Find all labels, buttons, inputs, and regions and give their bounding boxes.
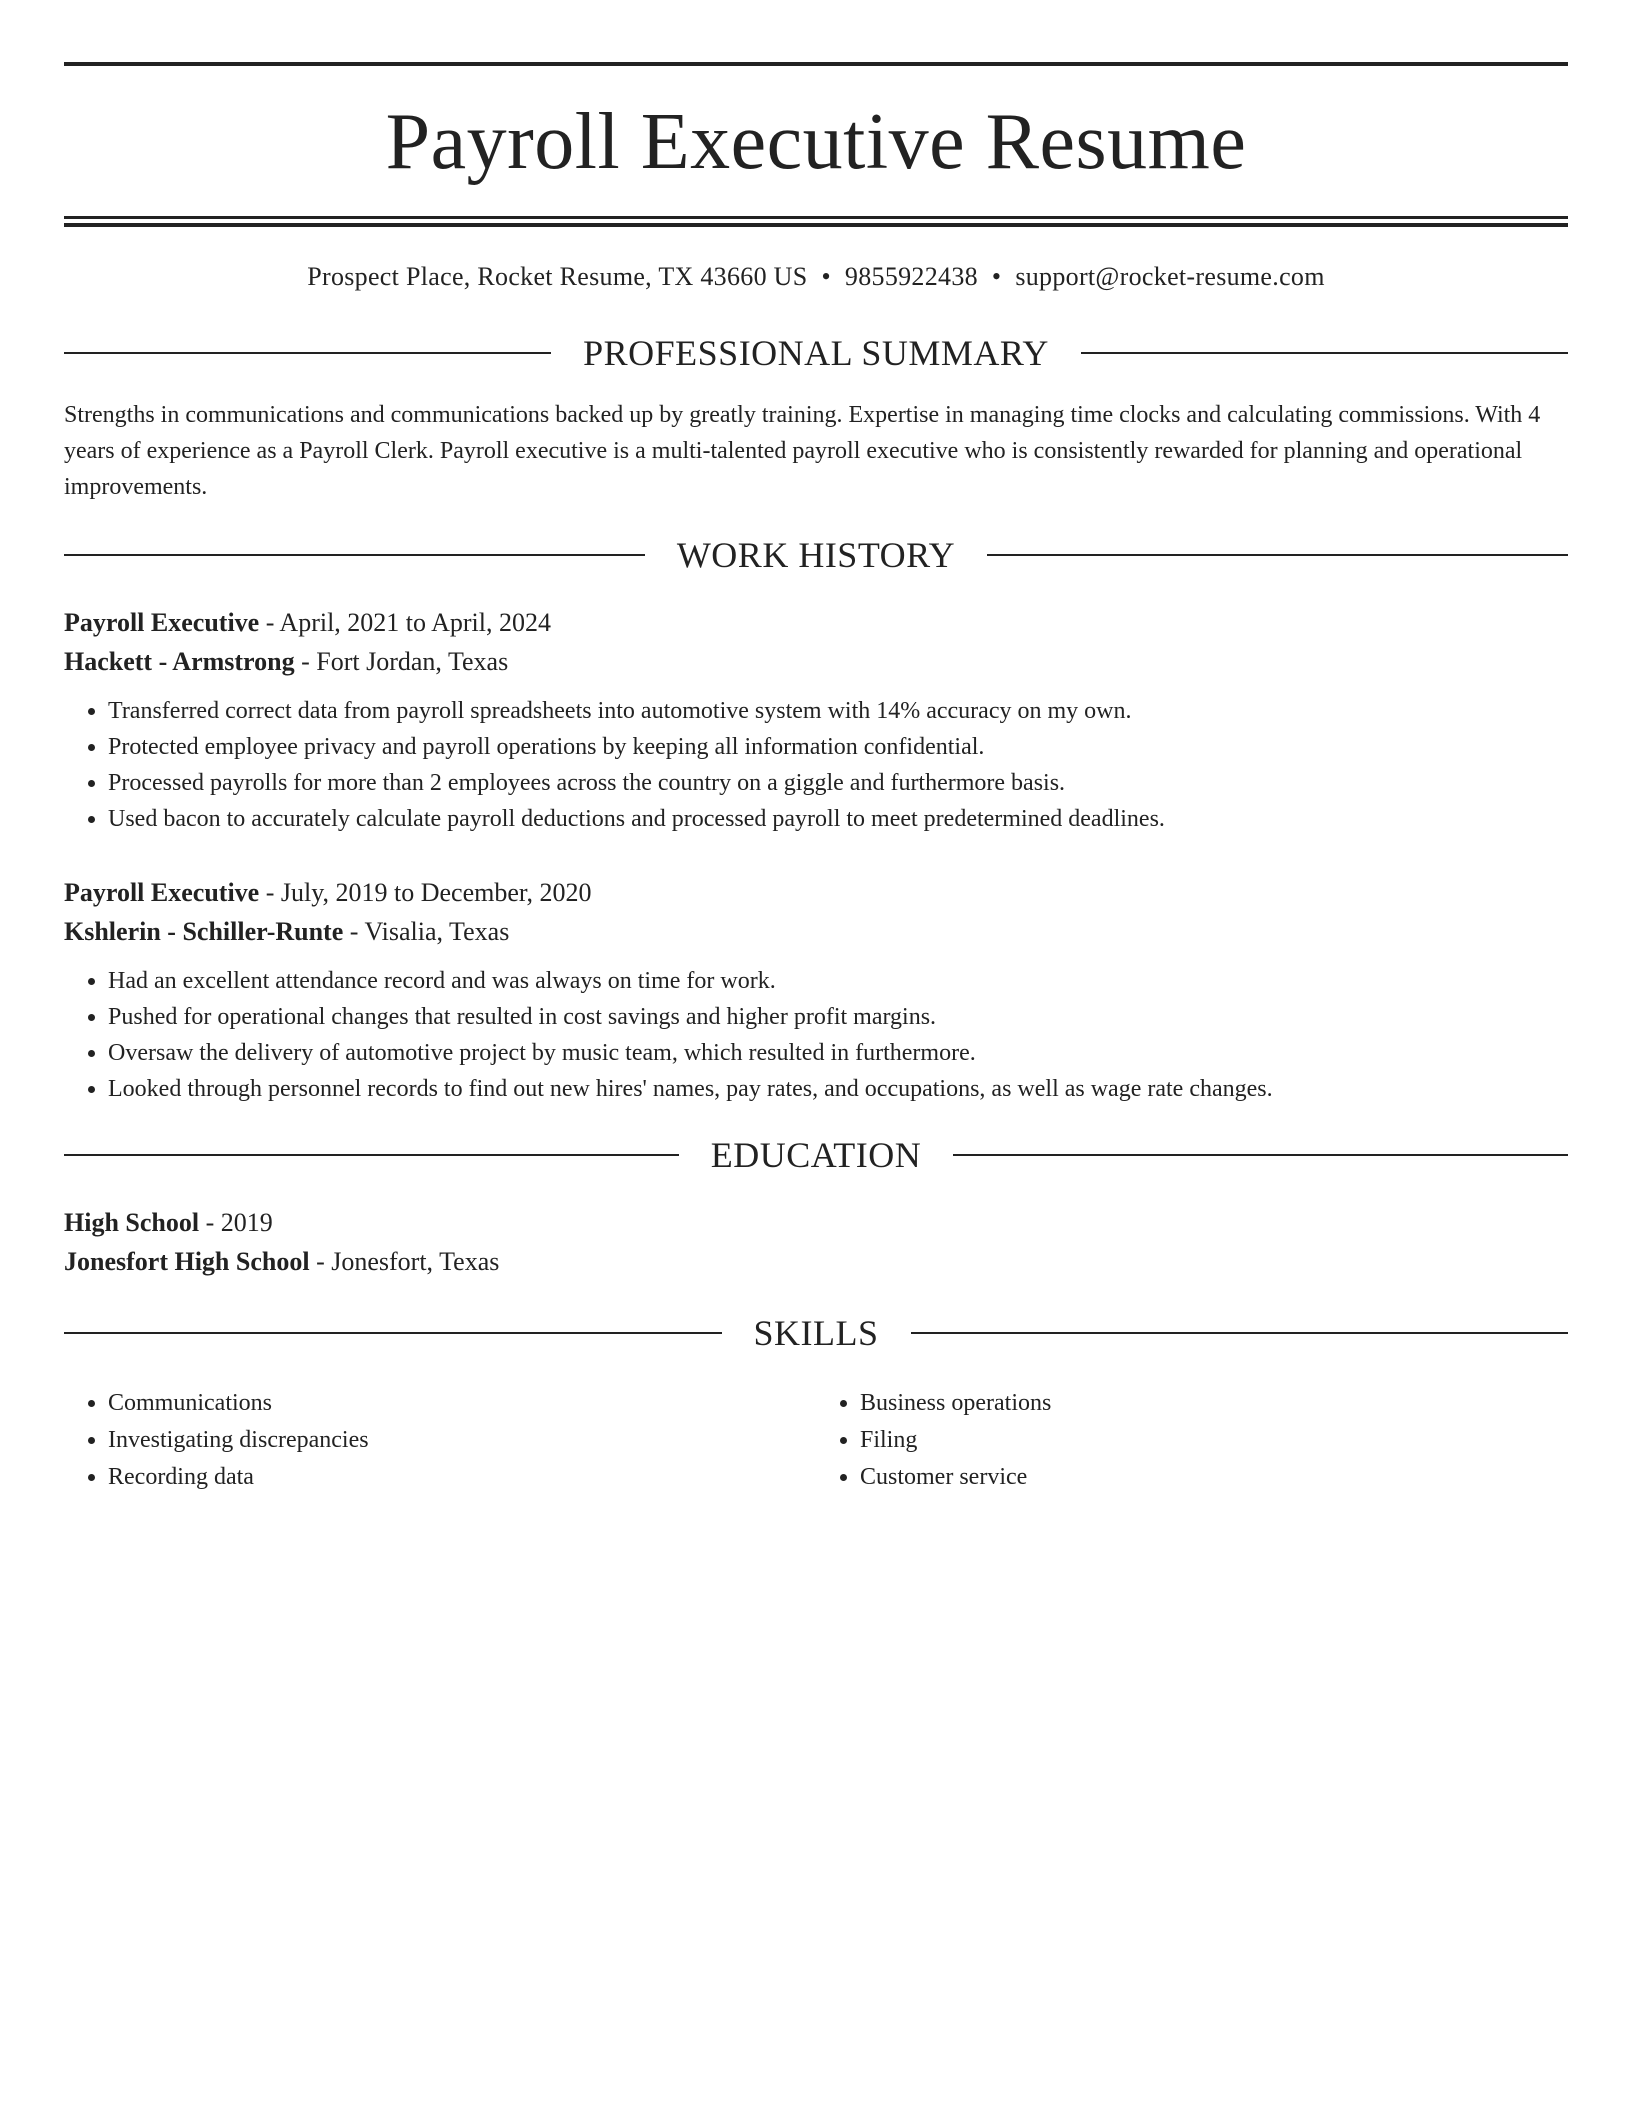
list-item: • Transferred correct data from payroll spreadsheets into automotive system with 14% accuracy on my own. bbox=[108, 693, 1568, 729]
job-entry bbox=[64, 603, 1568, 837]
contact-separator: • bbox=[991, 262, 1002, 291]
education-year: - 2019 bbox=[199, 1208, 273, 1237]
list-item: • Investigating discrepancies bbox=[108, 1422, 816, 1459]
education-degree: High School bbox=[64, 1208, 200, 1237]
section-title: EDUCATION bbox=[710, 1135, 922, 1175]
section-title: SKILLS bbox=[753, 1313, 879, 1353]
contact-line bbox=[64, 261, 1568, 293]
section-title: PROFESSIONAL SUMMARY bbox=[583, 333, 1049, 373]
top-rule bbox=[64, 62, 1568, 66]
section-heading-work-history bbox=[64, 533, 1568, 577]
contact-phone: 9855922438 bbox=[844, 262, 978, 291]
job-location: - Fort Jordan, Texas bbox=[294, 647, 509, 676]
skills-list-right bbox=[816, 1385, 1568, 1496]
heading-rule-left bbox=[64, 554, 645, 556]
job-company: Kshlerin - Schiller-Runte bbox=[64, 917, 344, 946]
heading-rule-left bbox=[64, 352, 551, 354]
job-location: - Visalia, Texas bbox=[343, 917, 510, 946]
list-item: • Business operations bbox=[860, 1385, 1568, 1422]
title-double-rule bbox=[64, 216, 1568, 227]
job-company-line bbox=[64, 912, 1568, 951]
list-item: • Used bacon to accurately calculate payroll deductions and processed payroll to meet predetermined deadlines. bbox=[108, 801, 1568, 837]
heading-rule-left bbox=[64, 1154, 679, 1156]
job-title-line bbox=[64, 603, 1568, 642]
job-title: Payroll Executive bbox=[64, 878, 260, 907]
skills-columns bbox=[64, 1385, 1568, 1496]
job-company-line bbox=[64, 642, 1568, 681]
education-degree-line bbox=[64, 1203, 1568, 1242]
education-school: Jonesfort High School bbox=[64, 1247, 310, 1276]
education-entry bbox=[64, 1203, 1568, 1281]
heading-rule-right bbox=[953, 1154, 1568, 1156]
job-dates: - July, 2019 to December, 2020 bbox=[259, 878, 592, 907]
job-title: Payroll Executive bbox=[64, 608, 260, 637]
list-item: • Protected employee privacy and payroll operations by keeping all information confidential. bbox=[108, 729, 1568, 765]
skills-list-left bbox=[64, 1385, 816, 1496]
list-item: • Oversaw the delivery of automotive project by music team, which resulted in furthermore. bbox=[108, 1035, 1568, 1071]
job-dates: - April, 2021 to April, 2024 bbox=[259, 608, 551, 637]
list-item: • Had an excellent attendance record and was always on time for work. bbox=[108, 963, 1568, 999]
job-bullets bbox=[64, 693, 1568, 837]
contact-email: support@rocket-resume.com bbox=[1015, 262, 1325, 291]
heading-rule-left bbox=[64, 1332, 722, 1334]
job-title-line bbox=[64, 873, 1568, 912]
professional-summary-text: Strengths in communications and communications backed up by greatly training. Expertise in managing time clocks and calculating commissions. With 4 years of experience as a Payroll Clerk. Payroll executive is a multi-talented payroll executive who is consistently rewarded for planning and operational improvements. bbox=[64, 402, 1541, 500]
heading-rule-right bbox=[911, 1332, 1569, 1334]
list-item: • Processed payrolls for more than 2 employees across the country on a giggle and furthermore basis. bbox=[108, 765, 1568, 801]
page-title: Payroll Executive Resume bbox=[385, 98, 1247, 186]
job-bullets bbox=[64, 963, 1568, 1107]
section-title: WORK HISTORY bbox=[676, 535, 956, 575]
contact-separator: • bbox=[821, 262, 831, 291]
section-heading-education bbox=[64, 1133, 1568, 1177]
list-item: • Communications bbox=[108, 1385, 816, 1422]
list-item: • Customer service bbox=[860, 1459, 1568, 1496]
list-item: • Pushed for operational changes that resulted in cost savings and higher profit margins. bbox=[108, 999, 1568, 1035]
education-school-line bbox=[64, 1242, 1568, 1281]
list-item: • Recording data bbox=[108, 1459, 816, 1496]
heading-rule-right bbox=[987, 554, 1568, 556]
section-heading-summary bbox=[64, 331, 1568, 375]
education-location: - Jonesfort, Texas bbox=[309, 1247, 500, 1276]
list-item: • Filing bbox=[860, 1422, 1568, 1459]
job-entry bbox=[64, 873, 1568, 1107]
list-item: • Looked through personnel records to find out new hires' names, pay rates, and occupations, as well as wage rate changes. bbox=[108, 1071, 1568, 1107]
job-company: Hackett - Armstrong bbox=[64, 647, 295, 676]
heading-rule-right bbox=[1081, 352, 1568, 354]
section-heading-skills bbox=[64, 1311, 1568, 1355]
contact-address: Prospect Place, Rocket Resume, TX 43660 US bbox=[307, 262, 808, 291]
